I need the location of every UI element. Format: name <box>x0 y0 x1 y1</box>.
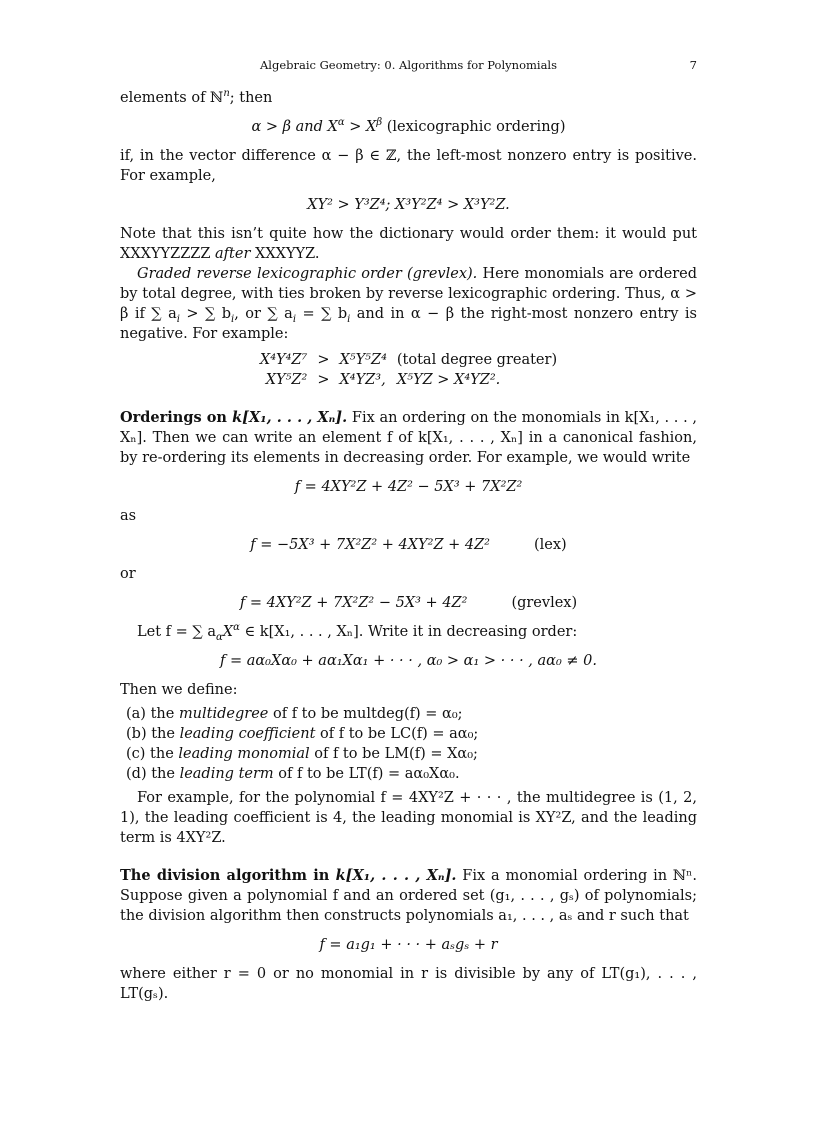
multidegree-example: For example, for the polynomial f = 4XY²Z + · · · , the multidegree is (1, 2, 1), the leading coefficient is 4, the leading monomial is XY²Z, and the leading term is 4XY²Z. <box>120 790 697 846</box>
page-number: 7 <box>689 58 697 72</box>
division-remainder-condition: where either r = 0 or no monomial in r is divisible by any of LT(g₁), . . . , LT(gₛ). <box>120 966 697 1002</box>
page-body <box>120 88 697 1004</box>
equation-lex: f = −5X³ + 7X²Z² + 4XY²Z + 4Z² (lex) <box>250 537 567 553</box>
section-title: The division algorithm in <box>120 867 330 884</box>
definitions-list <box>120 704 697 784</box>
section-title: Orderings on <box>120 409 227 426</box>
division-section <box>120 866 697 1004</box>
equation: f = 4XY²Z + 4Z² − 5X³ + 7X²Z² <box>294 479 523 495</box>
division-intro: The division algorithm in k[X₁, . . . , Xₙ]. Fix a monomial ordering in ℕⁿ. Suppose given a polynomial f and an ordered set (g₁, . . . , gₛ) of polynomials; the division algorithm then constructs polynomials a₁, . . . , aₛ and r such that <box>120 867 698 924</box>
division-equation: f = a₁g₁ + · · · + aₛgₛ + r <box>319 937 498 953</box>
definition-item: (b) the leading coefficient of f to be LC(f) = aα₀; <box>126 726 479 742</box>
grevlex-examples <box>255 350 562 390</box>
connector-or: or <box>120 566 136 582</box>
connector-as: as <box>120 508 137 524</box>
grevlex-heading: Graded reverse lexicographic order (grevlex). <box>137 266 478 282</box>
equation-grevlex: f = 4XY²Z + 7X²Z² − 5X³ + 4Z² (grevlex) <box>239 595 578 611</box>
then-define: Then we define: <box>120 682 238 698</box>
lex-intro: elements of ℕ$^n$; then <box>120 88 273 106</box>
orderings-section <box>120 408 697 848</box>
lex-definition-display: α > β and $X^\alpha > X^\beta$ (lexicographic ordering) <box>251 117 566 135</box>
definition-item: (c) the leading monomial of f to be LM(f) = Xα₀; <box>126 746 478 762</box>
decreasing-order-equation: f = aα₀Xα₀ + aα₁Xα₁ + · · · , α₀ > α₁ > · · · , aα₀ ≠ 0. <box>220 653 597 669</box>
dictionary-note: Note that this isn’t quite how the dictionary would order them: it would put XXXYYZZZZ after XXXYYZ. <box>120 226 697 262</box>
grevlex-paragraph: Graded reverse lexicographic order (grevlex). Here monomials are ordered by total degree, with ties broken by reverse lexicographic ordering. Thus, α > β if ∑ $a_i$ > ∑ $b_i$, or ∑ $a_i$ = ∑ $b_i$ and in α − β the right-most nonzero entry is negative. For example: <box>120 266 697 342</box>
lex-example: XY² > Y³Z⁴; X³Y²Z⁴ > X³Y²Z. <box>307 197 510 213</box>
definition-item: (a) the multidegree of f to be multdeg(f) = α₀; <box>126 706 463 722</box>
grevlex-row: X⁴Y⁴Z⁷ > X⁵Y⁵Z⁴ (total degree greater) <box>259 352 558 368</box>
orderings-intro: Orderings on k[X₁, . . . , Xₙ]. Fix an ordering on the monomials in k[X₁, . . . , Xₙ]. Then we can write an element f of k[X₁, . . . , Xₙ] in a canonical fashion, by re-ordering its elements in decreasing order. For example, we would write <box>120 409 697 466</box>
let-statement: Let f = ∑ $a_\alpha X^\alpha$ ∈ k[X₁, . . . , Xₙ]. Write it in decreasing order: <box>137 622 578 643</box>
definition-item: (d) the leading term of f to be LT(f) = aα₀Xα₀. <box>126 766 460 782</box>
lex-condition: if, in the vector difference α − β ∈ ℤ, the left-most nonzero entry is positive. For example, <box>120 148 697 184</box>
grevlex-row: XY⁵Z² > X⁴YZ³, X⁵YZ > X⁴YZ². <box>265 372 501 388</box>
running-title: Algebraic Geometry: 0. Algorithms for Polynomials <box>259 58 558 72</box>
